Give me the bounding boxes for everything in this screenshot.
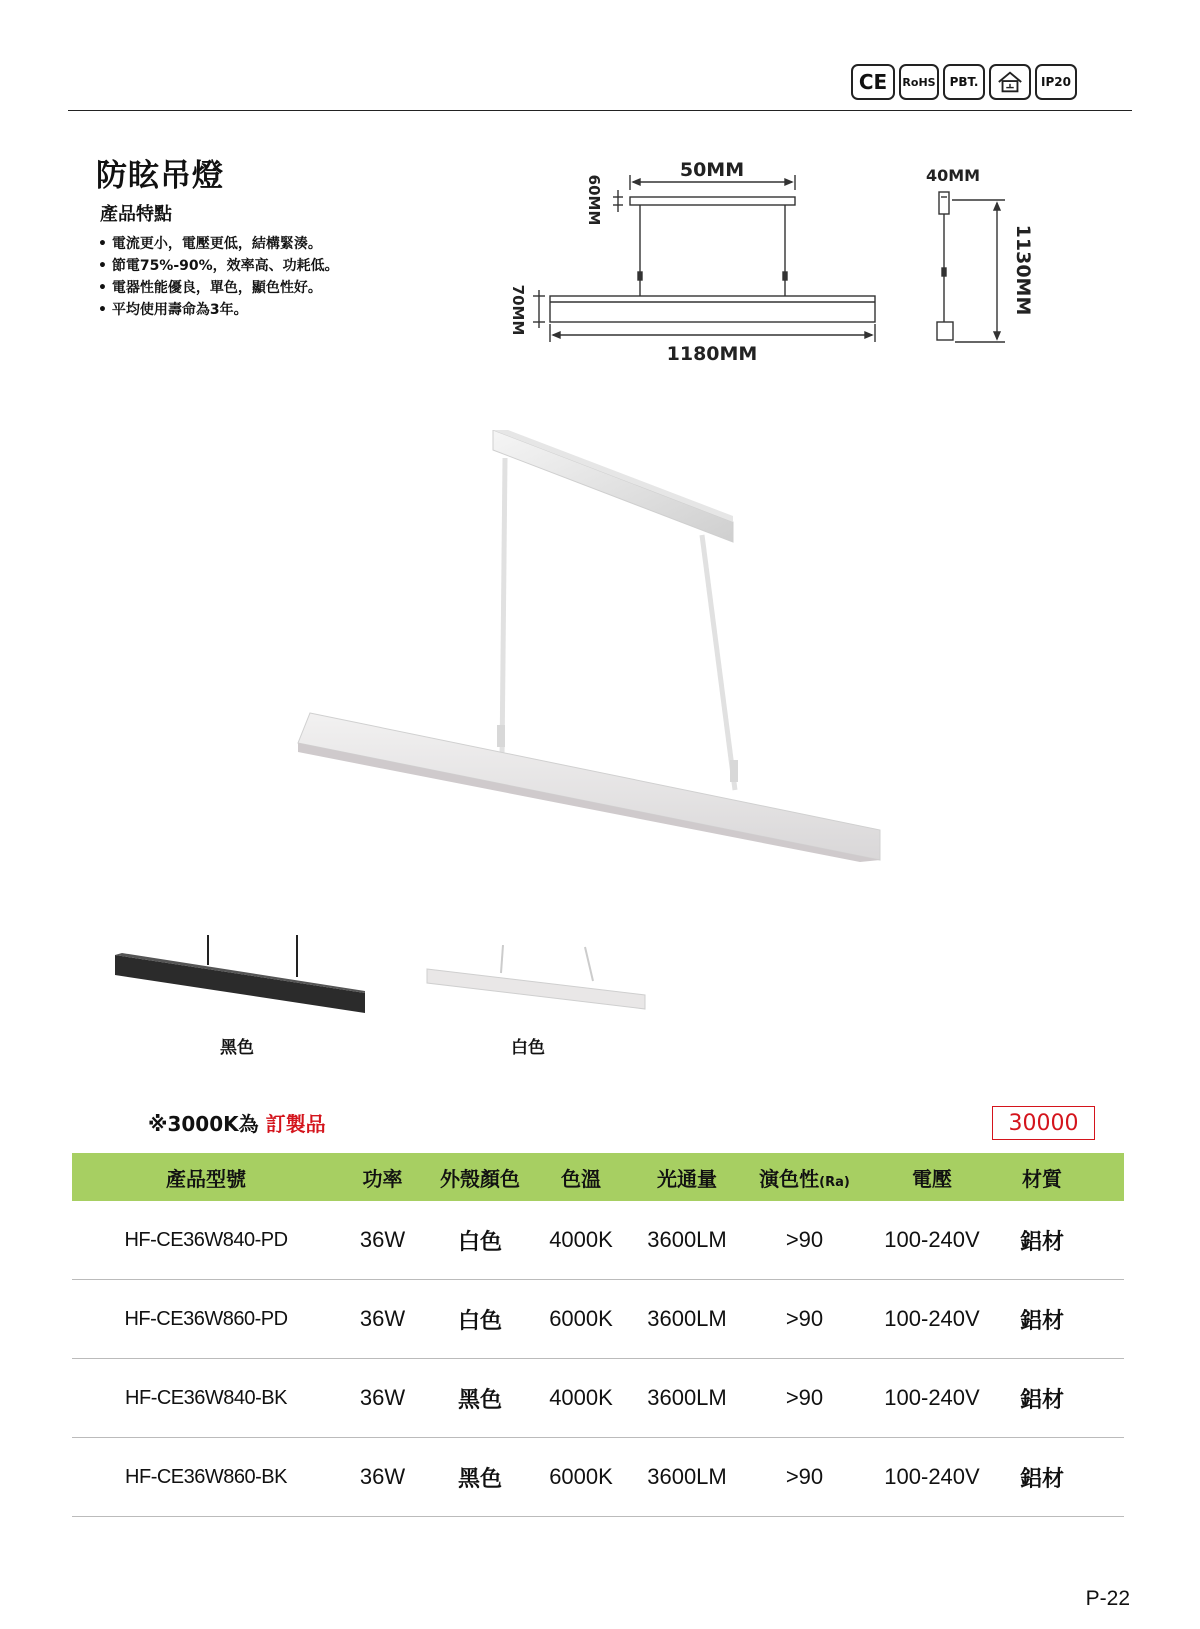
cell-cri: >90 (785, 1227, 824, 1252)
cell-power: 36W (359, 1385, 406, 1410)
custom-order-note (148, 1108, 326, 1137)
cell-model: HF-CE36W860-BK (125, 1465, 287, 1488)
cell-material: 鋁材 (1019, 1466, 1064, 1492)
dim-width-top: 50MM (679, 160, 745, 181)
dimension-diagram (505, 160, 1065, 390)
cell-cct: 6000K (549, 1464, 613, 1489)
features-heading: 產品特點 (100, 204, 172, 225)
page-number: P-22 (1085, 1587, 1130, 1610)
black-lamp-body (115, 955, 365, 1013)
pbt-mark-icon: PBT. (943, 64, 985, 100)
cell-voltage: 100-240V (884, 1464, 980, 1489)
product-title: 防眩吊燈 (96, 158, 224, 194)
table-header (72, 1153, 1124, 1201)
col-header-material: 材質 (1022, 1166, 1062, 1191)
house-ground-icon (989, 64, 1031, 100)
price-box: 30000 (992, 1106, 1095, 1140)
cell-power: 36W (359, 1306, 406, 1331)
cell-voltage: 100-240V (884, 1385, 980, 1410)
cell-material: 鋁材 (1019, 1308, 1064, 1334)
col-header-cri-unit: (Ra) (819, 1174, 850, 1190)
feature-item: • 電器性能優良，單色，顯色性好。 (98, 277, 339, 299)
header-divider (68, 110, 1132, 111)
cell-housing-color: 白色 (457, 1229, 502, 1255)
cell-power: 36W (359, 1464, 406, 1489)
cell-lumen: 3600LM (647, 1385, 727, 1410)
note-prefix: ※3000K為 (148, 1112, 266, 1136)
cell-cri: >90 (785, 1385, 824, 1410)
variant-label-black: 黑色 (220, 1038, 254, 1058)
col-header-cri (747, 1163, 862, 1192)
cell-model: HF-CE36W860-PD (124, 1307, 288, 1330)
ip20-mark-icon: IP20 (1035, 64, 1077, 100)
col-header-power: 功率 (362, 1166, 403, 1191)
table-row (72, 1280, 1124, 1359)
rohs-mark-icon: RoHS (899, 64, 939, 100)
variant-white (425, 945, 655, 1058)
variant-label-white: 白色 (511, 1038, 545, 1058)
cell-housing-color: 黑色 (457, 1466, 502, 1492)
cell-model: HF-CE36W840-PD (124, 1228, 288, 1251)
cell-housing-color: 黑色 (457, 1387, 502, 1413)
certification-badges (851, 64, 1077, 100)
cell-cct: 4000K (549, 1385, 613, 1410)
cell-material: 鋁材 (1019, 1229, 1064, 1255)
variant-black (110, 935, 370, 1058)
cell-cct: 6000K (549, 1306, 613, 1331)
black-lamp-image (110, 935, 370, 1035)
cell-cri: >90 (785, 1306, 824, 1331)
feature-item: • 節電75%-90%，效率高、功耗低。 (98, 255, 339, 277)
cell-voltage: 100-240V (884, 1227, 980, 1252)
dim-drop: 1130MM (1012, 224, 1034, 316)
table-row (72, 1359, 1124, 1438)
col-header-model: 產品型號 (166, 1166, 246, 1191)
product-photo (280, 430, 920, 900)
cell-lumen: 3600LM (647, 1227, 727, 1252)
cell-cri: >90 (785, 1464, 824, 1489)
dim-side-width: 40MM (925, 166, 981, 185)
cell-model: HF-CE36W840-BK (125, 1386, 287, 1409)
cell-cct: 4000K (549, 1227, 613, 1252)
col-header-housing-color: 外殼顏色 (440, 1166, 520, 1191)
table-row (72, 1438, 1124, 1517)
table-row (72, 1201, 1124, 1280)
feature-list (98, 233, 339, 321)
col-header-lumen: 光通量 (657, 1166, 717, 1191)
white-lamp-image (425, 945, 655, 1035)
cell-lumen: 3600LM (647, 1306, 727, 1331)
dim-height-body: 70MM (509, 284, 527, 336)
white-lamp-body (427, 969, 645, 1009)
cell-housing-color: 白色 (457, 1308, 502, 1334)
cell-lumen: 3600LM (647, 1464, 727, 1489)
note-highlight: 訂製品 (265, 1112, 326, 1136)
feature-item: • 電流更小，電壓更低，結構緊湊。 (98, 233, 339, 255)
col-header-cct: 色溫 (561, 1166, 601, 1191)
cell-material: 鋁材 (1019, 1387, 1064, 1413)
cell-power: 36W (359, 1227, 406, 1252)
col-header-voltage: 電壓 (912, 1166, 952, 1191)
dim-length: 1180MM (666, 343, 758, 365)
dim-height-top: 60MM (585, 174, 603, 226)
ce-mark-icon: CE (851, 64, 895, 100)
spec-table (72, 1153, 1124, 1517)
feature-item: • 平均使用壽命為3年。 (98, 299, 339, 321)
col-header-cri-label: 演色性 (759, 1166, 820, 1191)
cell-voltage: 100-240V (884, 1306, 980, 1331)
